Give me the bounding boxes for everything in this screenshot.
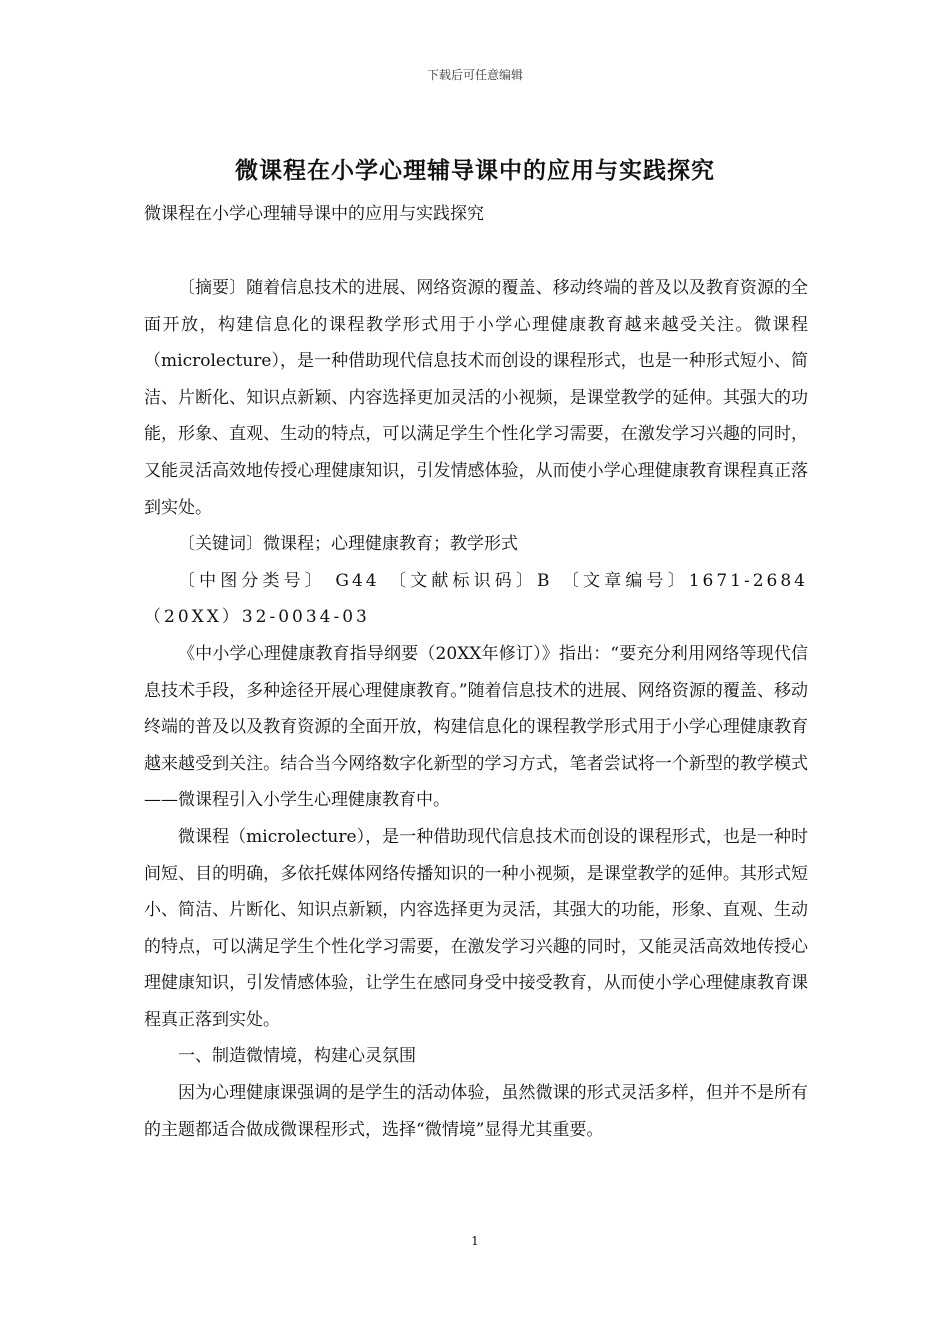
document-title: 微课程在小学心理辅导课中的应用与实践探究 <box>235 157 715 184</box>
abstract-paragraph: 〔摘要〕随着信息技术的进展、网络资源的覆盖、移动终端的普及以及教育资源的全面开放，构建信息化的课程教学形式用于小学心理健康教育越来越受关注。微课程（microlecture），是一种借助现代信息技术而创设的课程形式，也是一种形式短小、简洁、片断化、知识点新颖、内容选择更加灵活的小视频，是课堂教学的延伸。其强大的功能，形象、直观、生动的特点，可以满足学生个性化学习需要，在激发学习兴趣的同时，又能灵活高效地传授心理健康知识，引发情感体验，从而使小学心理健康教育课程真正落到实处。 <box>144 278 808 518</box>
body-paragraph: 微课程（microlecture），是一种借助现代信息技术而创设的课程形式，也是一种时间短、目的明确，多依托媒体网络传播知识的一种小视频，是课堂教学的延伸。其形式短小、简洁、片断化、知识点新颖，内容选择更为灵活，其强大的功能，形象、直观、生动的特点，可以满足学生个性化学习需要，在激发学习兴趣的同时，又能灵活高效地传授心理健康知识，引发情感体验，让学生在感同身受中接受教育，从而使小学心理健康教育课程真正落到实处。 <box>144 826 808 1030</box>
keywords-paragraph: 〔关键词〕微课程；心理健康教育；教学形式 <box>178 534 518 555</box>
classification-paragraph: 〔中图分类号〕 G44 〔文献标识码〕B 〔文章编号〕1671-2684（20XX）32-0034-03 <box>144 570 808 628</box>
body-paragraph: 因为心理健康课强调的是学生的活动体验，虽然微课的形式灵活多样，但并不是所有的主题都适合做成微课程形式，选择“微情境”显得尤其重要。 <box>144 1083 808 1140</box>
page-header: 下载后可任意编辑 <box>426 68 523 82</box>
body-paragraph: 《中小学心理健康教育指导纲要（20XX年修订）》指出：“要充分利用网络等现代信息技术手段，多种途径开展心理健康教育。”随着信息技术的进展、网络资源的覆盖、移动终端的普及以及教育资源的全面开放，构建信息化的课程教学形式用于小学心理健康教育越来越受到关注。结合当今网络数字化新型的学习方式，笔者尝试将一个新型的教学模式——微课程引入小学生心理健康教育中。 <box>144 643 808 811</box>
document-body <box>144 270 808 1148</box>
page-number: 1 <box>471 1234 479 1248</box>
section-heading: 一、制造微情境，构建心灵氛围 <box>178 1046 416 1067</box>
document-subtitle: 微课程在小学心理辅导课中的应用与实践探究 <box>144 204 484 224</box>
